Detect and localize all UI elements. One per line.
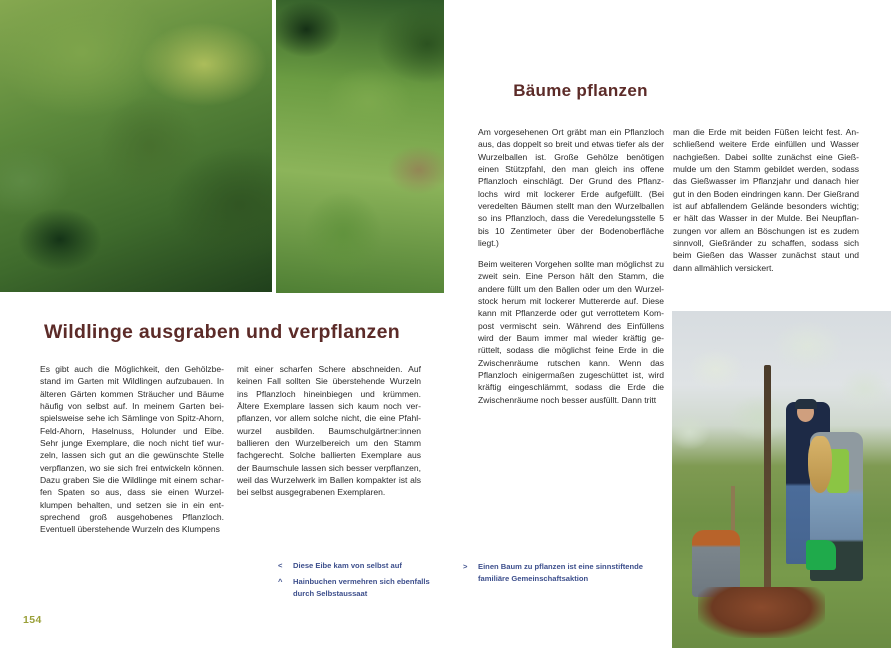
left-page-heading: Wildlinge ausgraben und verpflanzen — [44, 321, 400, 343]
yew-seedling-photo — [0, 0, 272, 292]
young-tree-trunk — [764, 365, 771, 614]
caption-planting — [463, 561, 663, 584]
woman-hair — [808, 436, 832, 493]
green-watering-can — [806, 540, 837, 570]
right-page-heading: Bäume pflanzen — [513, 81, 648, 100]
family-planting-tree-photo — [672, 311, 891, 648]
caption-yew-text: Diese Eibe kam von selbst auf — [293, 561, 402, 570]
caption-arrow-right-icon: > — [463, 562, 468, 571]
left-page-column-1: Es gibt auch die Möglichkeit, den Gehölzbestand im Garten mit Wildlingen aufzubauen. In älteren Gärten kommen Sträucher und Bäume häufig von selbst auf. In meinem Garten beispielsweise sehe ich Sämlinge von Spitz-Ahorn, Feld-Ahorn, Haselnuss, Holunder und Eibe. Sehr junge Exemplare, die noch nicht tief wurzeln, lassen sich gut an die gewünschte Stelle verpflanzen, wo sie sich frei entwickeln können. Dazu graben Sie die Wildlinge mit einem scharfen Spaten so aus, dass sie einen Wurzelklumpen behalten, und setzen sie in ein entsprechend groß ausgehobenes Pflanzloch. Eventuell überstehende Wurzeln des Klumpens — [40, 364, 224, 535]
caption-hornbeam-text: Hainbuchen vermehren sich ebenfalls durch Selbstaussaat — [293, 577, 430, 598]
adult-man-cap — [795, 399, 817, 409]
right-page-column-1-continued: Beim weiteren Vorgehen sollte man möglichst zu zweit sein. Eine Person hält den Stamm, die andere füllt um den Ballen oder um den Wurzelstock herum mit lockerer Muttererde auf. Diese kann mit Pflanzerde oder gut verrottetem Kompost vermischt sein. Während des Einfüllens wird der Baum immer mal wieder kräftig gerüttelt, sodass die möglichst feine Erde in die Zwischenräume rutschen kann. Wenn das Pflanzloch einigermaßen zugeschüttet ist, wird kräftig eingeschlämmt, sodass die Erde die Zwischenräume noch besser ausfüllt. Dann tritt — [478, 259, 664, 405]
caption-arrow-left-icon: < — [278, 561, 283, 570]
page-number: 154 — [23, 614, 42, 626]
caption-arrow-up-icon: ^ — [278, 577, 283, 586]
hornbeam-seedling-photo — [276, 0, 444, 293]
left-page-column-2: mit einer scharfen Schere abschneiden. Auf keinen Fall sollten Sie überstehende Wurzeln ins Pflanzloch hineinbiegen und krümmen. Ältere Exemplare lassen sich kaum noch verpflanzen, vor allem solche nicht, die eine Pfahlwurzel ausbilden. Baumschulgärtner:innen ballieren den Wurzelbereich um den Stamm fachgerecht. Solche ballierten Exemplare aus der Baumschule lassen sich besser verpflanzen, weil das Wurzelwerk im Ballen kompakter ist als bei selbst ausgegrabenen Exemplaren. — [237, 364, 421, 498]
caption-hornbeam — [278, 576, 448, 599]
caption-planting-text: Einen Baum zu pflanzen ist eine sinnstiftende familiäre Gemeinschaftsaktion — [478, 562, 643, 583]
caption-yew — [278, 560, 448, 572]
right-page-column-2: man die Erde mit beiden Füßen leicht fest. Anschließend weitere Erde einfüllen und Wasser nachgießen. Dabei sollte zunächst eine Gießmulde um den Stamm gebildet werden, sodass das Gießwasser im Pflanzjahr und danach hier gut in den Boden eindringen kann. Der Gießrand ist auf abfallendem Gelände besonders wichtig; er hält das Wasser in der Mulde. Bei Neupflanzungen vor allem an Böschungen ist es zudem sinnvoll, Gießränder zu schaffen, sodass sich beim Gießen das Wasser zunächst staut und dann allmählich versickert. — [673, 127, 859, 273]
right-page-column-1: Am vorgesehenen Ort gräbt man ein Pflanzloch aus, das doppelt so breit und etwas tiefer als der Wurzelballen ist. Große Gehölze benötigen einen Stützpfahl, den man gleich ins offene Pflanzloch einschlägt. Der Grund des Pflanzlochs wird mit lockerer Erde aufgefüllt. (Bei veredelten Bäumen stellt man den Wurzelballen so ins Pflanzloch, dass die Veredelungsstelle 5 bis 10 Zentimeter über der Bodenoberfläche liegt.) — [478, 127, 664, 249]
soil-mound — [698, 587, 825, 638]
